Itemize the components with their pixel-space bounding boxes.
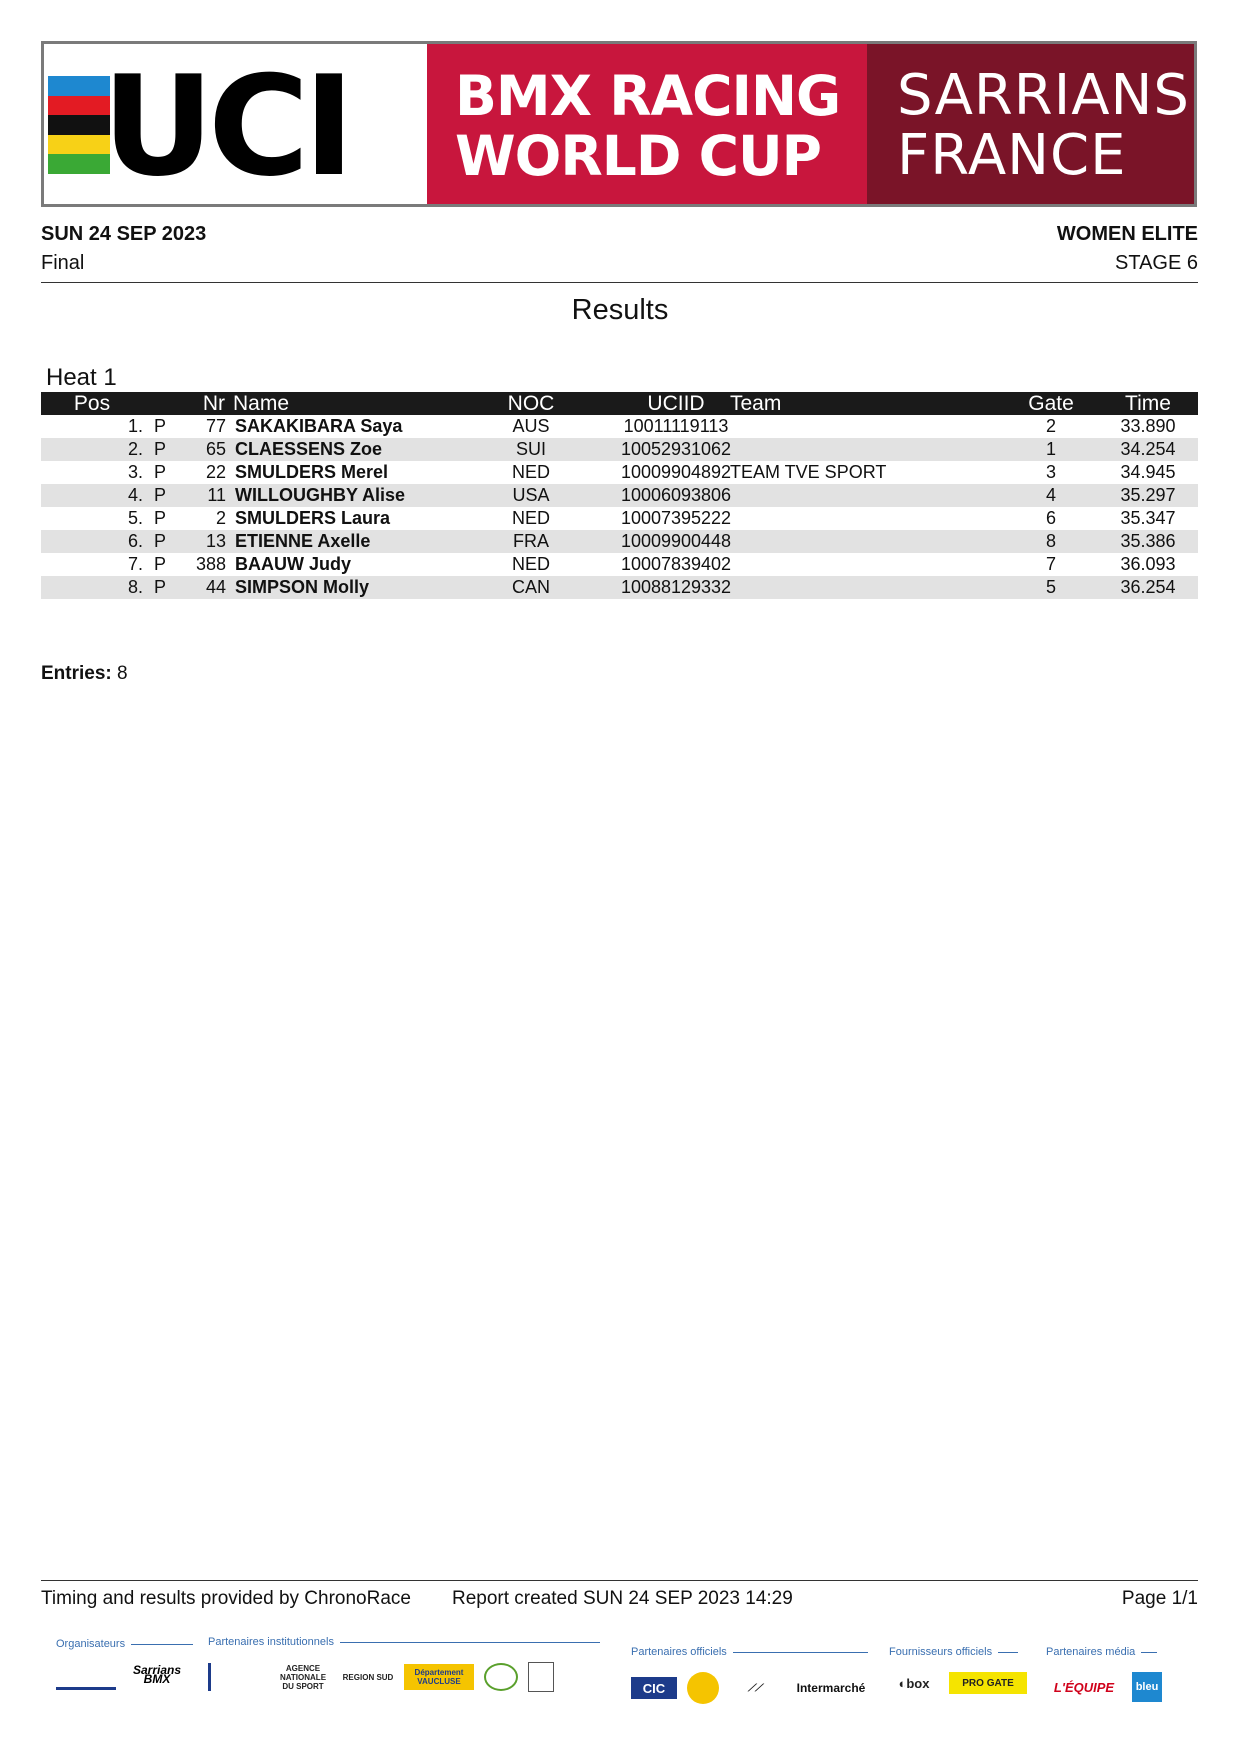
cell-name: BAAUW Judy [235, 554, 351, 574]
cell-name: SAKAKIBARA Saya [235, 416, 403, 436]
col-nr: Nr [202, 392, 225, 415]
ffc-logo [56, 1664, 116, 1690]
rider-logo [687, 1672, 719, 1704]
cell-uciid: 10052931062 [620, 439, 732, 459]
cell-pos: 2. [127, 439, 143, 459]
entries-value: 8 [117, 663, 128, 684]
cell-status: P [154, 485, 167, 505]
cell-nr: 388 [195, 554, 226, 574]
sponsor-title: Organisateurs [56, 1638, 126, 1650]
sarrians-bmx-logo: Sarrians BMX [132, 1663, 182, 1686]
alpinestars-logo: ⟋⟋ [748, 1682, 762, 1694]
sponsor-fournisseurs [889, 1646, 1027, 1694]
sponsor-title: Partenaires média [1046, 1646, 1136, 1658]
progate-logo: PRO GATE [949, 1672, 1027, 1694]
cell-nr: 22 [205, 462, 226, 482]
results-table [41, 392, 1198, 599]
cell-uciid: 10009904892 [620, 462, 732, 482]
cell-status: P [154, 554, 167, 574]
cell-name: WILLOUGHBY Alise [235, 485, 406, 505]
cell-uciid: 10088129332 [620, 577, 732, 597]
table-row [41, 461, 1198, 484]
cell-nr: 65 [205, 439, 226, 459]
sponsor-title: Partenaires officiels [631, 1646, 727, 1658]
cell-status: P [154, 462, 167, 482]
timing-credit: Timing and results provided by ChronoRace [41, 1588, 411, 1609]
cell-status: P [154, 531, 167, 551]
cell-status: P [154, 416, 167, 436]
cove-logo [484, 1663, 518, 1691]
cell-nr: 11 [207, 485, 226, 505]
cell-name: ETIENNE Axelle [235, 531, 371, 551]
sponsor-media [1046, 1646, 1162, 1702]
rainbow-stripes [48, 76, 110, 174]
col-pos: Pos [73, 392, 111, 415]
cell-uciid: 10006093806 [620, 485, 732, 505]
cell-time: 33.890 [1120, 416, 1176, 436]
equipe-logo: L'ÉQUIPE [1053, 1679, 1115, 1695]
col-time: Time [1125, 392, 1171, 415]
location-line1: SARRIANS [897, 63, 1190, 128]
vaucluse-logo: Département VAUCLUSE [404, 1664, 474, 1690]
crest-logo [528, 1662, 554, 1692]
cell-gate: 6 [1045, 508, 1056, 528]
uci-wordmark: UCI [102, 46, 349, 207]
cell-time: 36.254 [1120, 577, 1176, 597]
cell-gate: 5 [1045, 577, 1056, 597]
cell-time: 35.297 [1120, 485, 1176, 505]
intermarche-logo: Intermarché [796, 1680, 866, 1695]
cell-gate: 1 [1045, 439, 1056, 459]
ministere-logo [208, 1663, 264, 1691]
cell-gate: 7 [1045, 554, 1056, 574]
cell-name: SMULDERS Merel [235, 462, 389, 482]
race-category: WOMEN ELITE [1056, 223, 1198, 245]
cell-uciid: 10007839402 [620, 554, 732, 574]
region-sud-logo: REGION SUD [342, 1672, 394, 1682]
col-team: Team [730, 392, 782, 415]
cell-status: P [154, 508, 167, 528]
cell-time: 35.347 [1120, 508, 1176, 528]
event-banner [41, 41, 1197, 207]
cell-gate: 3 [1045, 462, 1056, 482]
footer-divider [41, 1580, 1198, 1581]
cell-name: CLAESSENS Zoe [235, 439, 383, 459]
cell-pos: 7. [127, 554, 143, 574]
cell-time: 34.945 [1120, 462, 1176, 482]
cell-noc: AUS [512, 416, 550, 436]
cell-noc: USA [512, 485, 550, 505]
cell-team: TEAM TVE SPORT [730, 462, 887, 482]
cell-pos: 4. [127, 485, 143, 505]
cell-pos: 8. [127, 577, 143, 597]
table-row [41, 438, 1198, 461]
cell-uciid: 10011119113 [623, 416, 729, 436]
cell-noc: NED [511, 462, 550, 482]
event-name [427, 44, 867, 204]
table-row [41, 507, 1198, 530]
location-line2: FRANCE [897, 123, 1127, 188]
cell-status: P [154, 439, 167, 459]
box-logo: ◐ box [898, 1675, 930, 1691]
cell-time: 34.254 [1120, 439, 1176, 459]
table-row [41, 576, 1198, 599]
race-stage: STAGE 6 [1115, 252, 1198, 274]
cell-time: 35.386 [1120, 531, 1176, 551]
cell-nr: 13 [205, 531, 226, 551]
page-number: Page 1/1 [1121, 1588, 1198, 1609]
cell-gate: 4 [1045, 485, 1056, 505]
table-header [41, 392, 1198, 415]
cell-name: SMULDERS Laura [235, 508, 391, 528]
cell-noc: NED [511, 508, 550, 528]
cell-nr: 2 [215, 508, 226, 528]
race-round: Final [41, 252, 85, 274]
col-gate: Gate [1028, 392, 1074, 415]
race-date: SUN 24 SEP 2023 [41, 223, 207, 245]
sponsor-officiels [631, 1646, 871, 1704]
cell-gate: 8 [1045, 531, 1056, 551]
cell-nr: 77 [205, 416, 226, 436]
table-row [41, 530, 1198, 553]
cell-gate: 2 [1045, 416, 1056, 436]
cell-name: SIMPSON Molly [235, 577, 370, 597]
page-title: Results [571, 294, 669, 326]
cell-noc: FRA [513, 531, 549, 551]
cic-logo: CIC [631, 1677, 677, 1699]
cell-pos: 5. [127, 508, 143, 528]
cell-pos: 1. [127, 416, 143, 436]
cell-time: 36.093 [1120, 554, 1176, 574]
cell-uciid: 10009900448 [620, 531, 732, 551]
col-name: Name [233, 392, 290, 415]
agence-sport-logo: AGENCE NATIONALE DU SPORT [279, 1663, 327, 1691]
cell-status: P [154, 577, 167, 597]
col-uciid: UCIID [647, 392, 705, 415]
sponsor-title: Fournisseurs officiels [889, 1646, 993, 1658]
header-divider [41, 282, 1198, 283]
entries-count [41, 663, 128, 685]
event-name-line2: WORLD CUP [455, 124, 821, 188]
sponsor-organisateurs [56, 1638, 193, 1690]
cell-noc: SUI [515, 439, 546, 459]
sponsor-institutionnels [208, 1636, 600, 1692]
col-noc: NOC [507, 392, 555, 415]
uci-logo [44, 44, 427, 207]
cell-nr: 44 [205, 577, 226, 597]
table-row [41, 553, 1198, 576]
heat-label: Heat 1 [46, 364, 117, 391]
table-row [41, 484, 1198, 507]
table-row [41, 415, 1198, 438]
bleu-logo: bleu [1132, 1672, 1162, 1702]
event-location [867, 44, 1194, 204]
cell-pos: 3. [127, 462, 143, 482]
cell-pos: 6. [127, 531, 143, 551]
cell-noc: NED [511, 554, 550, 574]
sponsor-title: Partenaires institutionnels [208, 1636, 334, 1648]
report-created: Report created SUN 24 SEP 2023 14:29 [452, 1588, 793, 1609]
cell-noc: CAN [511, 577, 550, 597]
entries-label: Entries: [41, 663, 112, 684]
cell-uciid: 10007395222 [620, 508, 732, 528]
table-body [41, 415, 1198, 599]
event-name-line1: BMX RACING [455, 64, 841, 128]
